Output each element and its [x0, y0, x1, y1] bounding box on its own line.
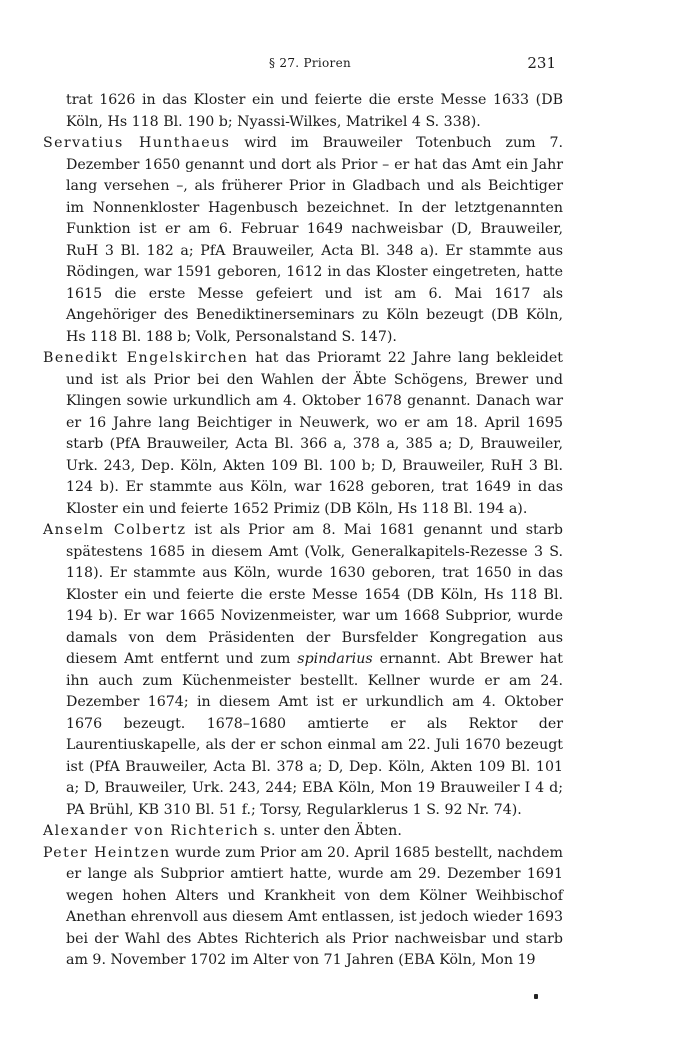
entry-anselm-colbertz	[43, 520, 563, 821]
entry-alexander-von-richterich	[43, 821, 563, 843]
entry-text: wird im Brauweiler Totenbuch zum 7. Dezember 1650 genannt und dort als Prior – er hat das Amt ein Jahr lang versehen –, als früherer Prior in Gladbach und als Beichtiger im Nonnenkloster Hagenbusch bezeichnet. In der letztgenannten Funktion ist er am 6. Februar 1649 nachweisbar (D, Brauweiler, RuH 3 Bl. 182 a; PfA Brauweiler, Acta Bl. 348 a). Er stammte aus Rödingen, war 1591 geboren, 1612 in das Kloster eingetreten, hatte 1615 die erste Messe gefeiert und ist am 6. Mai 1617 als Angehöriger des Benediktinerseminars zu Köln bezeugt (DB Köln, Hs 118 Bl. 188 b; Volk, Personalstand S. 147).	[66, 135, 563, 345]
page-header	[64, 54, 556, 76]
entry-text: wurde zum Prior am 20. April 1685 bestellt, nachdem er lange als Subprior amtiert hatte, wurde am 29. Dezember 1691 wegen hohen Alters und Krankheit von dem Kölner Weihbischof Anethan ehrenvoll aus diesem Amt entlassen, ist jedoch wieder 1693 bei der Wahl des Abtes Richterich als Prior nachweisbar und starb am 9. November 1702 im Alter von 71 Jahren (EBA Köln, Mon 19	[66, 844, 564, 968]
entry-text: ist als Prior am 8. Mai 1681 genannt und starb spätestens 1685 in diesem Amt (Volk, Generalkapitels-Rezesse 3 S. 118). Er stammte aus Köln, wurde 1630 geboren, trat 1650 in das Kloster ein und feierte die erste Messe 1654 (DB Köln, Hs 118 Bl. 194 b). Er war 1665 Novizenmeister, war um 1668 Subprior, wurde damals von dem Präsidenten der Bursfelder Kongregation aus diesem Amt entfernt und zum	[66, 522, 563, 667]
person-name: Anselm Colbertz	[43, 522, 187, 538]
entry-continuation	[43, 90, 563, 133]
entry-text: trat 1626 in das Kloster ein und feierte die erste Messe 1633 (DB Köln, Hs 118 Bl. 190 b; Nyassi-Wilkes, Matrikel 4 S. 338).	[66, 92, 563, 130]
person-name: Benedikt Engelskirchen	[43, 350, 249, 366]
entry-text: s. unter den Äbten.	[259, 823, 402, 839]
person-name: Peter Heintzen	[43, 844, 171, 861]
entry-servatius-hunthaeus	[43, 133, 563, 348]
body-text	[43, 90, 563, 972]
italic-term: spindarius	[297, 651, 373, 667]
person-name: Servatius Hunthaeus	[43, 135, 231, 151]
entry-text: hat das Prioramt 22 Jahre lang bekleidet und ist als Prior bei den Wahlen der Äbte Schögens, Brewer und Klingen sowie urkundlich am 4. Oktober 1678 genannt. Danach war er 16 Jahre lang Beichtiger in Neuwerk, wo er am 18. April 1695 starb (PfA Brauweiler, Acta Bl. 366 a, 378 a, 385 a; D, Brauweiler, Urk. 243, Dep. Köln, Akten 109 Bl. 100 b; D, Brauweiler, RuH 3 Bl. 124 b). Er stammte aus Köln, war 1628 geboren, trat 1649 in das Kloster ein und feierte 1652 Primiz (DB Köln, Hs 118 Bl. 194 a).	[66, 350, 563, 517]
ink-speck	[534, 994, 538, 999]
entry-peter-heintzen	[43, 843, 563, 972]
entry-benedikt-engelskirchen	[43, 348, 563, 520]
running-head: § 27. Prioren	[268, 56, 352, 70]
person-name: Alexander von Richterich	[43, 823, 260, 839]
page-number: 231	[527, 54, 556, 72]
entry-text-continued: ernannt. Abt Brewer hat ihn auch zum Küchenmeister bestellt. Kellner wurde er am 24. Dezember 1674; in diesem Amt ist er urkundlich am 4. Oktober 1676 bezeugt. 1678–1680 amtierte er als Rektor der Laurentiuskapelle, als der er schon einmal am 22. Juli 1670 bezeugt ist (PfA Brauweiler, Acta Bl. 378 a; D, Dep. Köln, Akten 109 Bl. 101 a; D, Brauweiler, Urk. 243, 244; EBA Köln, Mon 19 Brauweiler I 4 d; PA Brühl, KB 310 Bl. 51 f.; Torsy, Regularklerus 1 S. 92 Nr. 74).	[66, 651, 563, 818]
